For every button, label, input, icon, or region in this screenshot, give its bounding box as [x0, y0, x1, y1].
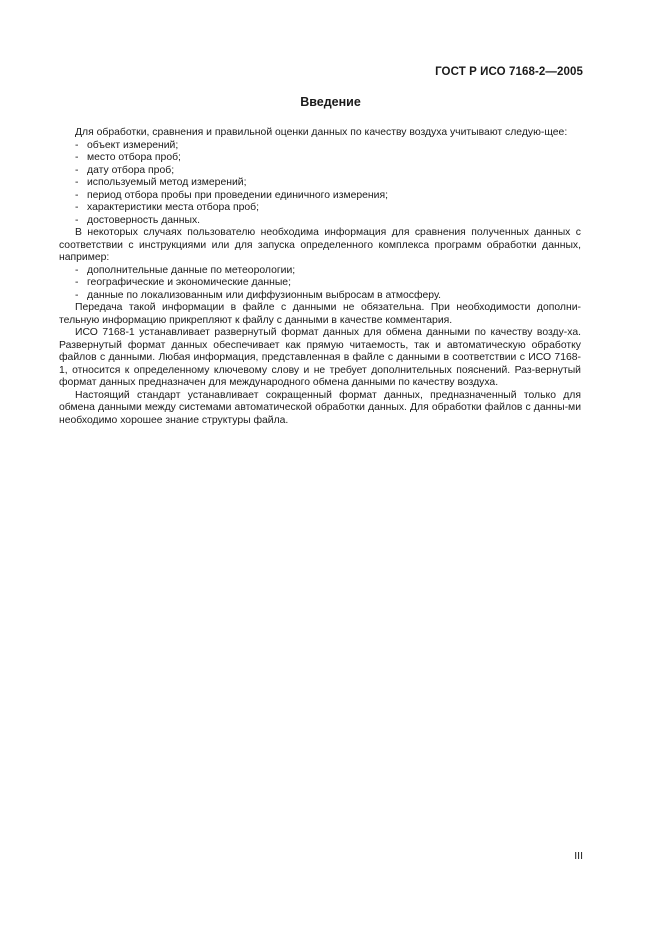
list-marker: - — [75, 202, 79, 213]
list-marker: - — [75, 277, 79, 288]
list-marker: - — [75, 289, 79, 301]
list-item — [59, 177, 581, 190]
list-item-text: место отбора проб; — [87, 152, 181, 163]
list-marker: - — [75, 164, 79, 176]
list-item-text: период отбора пробы при проведении единичного измерения; — [87, 189, 388, 201]
list-item-text: дополнительные данные по метеорологии; — [87, 264, 296, 276]
list-marker: - — [75, 177, 79, 188]
list-item — [59, 140, 581, 153]
list-marker: - — [75, 152, 79, 163]
document-code: ГОСТ Р ИСО 7168-2—2005 — [435, 66, 583, 78]
list-item — [59, 190, 581, 203]
list-marker: - — [75, 139, 79, 151]
list-item — [59, 215, 581, 228]
page-number: III — [574, 850, 583, 862]
list-item — [59, 277, 581, 290]
list-marker: - — [75, 264, 79, 276]
paragraph-iso-7168-1: ИСО 7168-1 устанавливает развернутый формат данных для обмена данными по качеству возду-ха. Развернутый формат данных обеспечивает как прямую читаемость, так и автоматическую обработку файлов с данными. Любая информация, представленная в файле с данными в соответствии с ИСО 7168-1, относится к определенному ключевому слову и не требует дополнительных пояснений. Раз-вернутый формат данных предназначен для международного обмена данными по качеству воздуха. — [59, 327, 581, 388]
list-item — [59, 165, 581, 178]
list-item-text: объект измерений; — [87, 139, 179, 151]
section-title: Введение — [300, 95, 361, 109]
paragraph-this-standard: Настоящий стандарт устанавливает сокращенный формат данных, предназначенный только для обмена данными между системами автоматической обработки данных. Для обработки файлов с данны-ми необходимо хорошее знание структуры файла. — [59, 389, 581, 426]
list-item-text: данные по локализованным или диффузионным выбросам в атмосферу. — [87, 289, 441, 301]
list-item-text: достоверность данных. — [87, 214, 201, 226]
list-item-text: используемый метод измерений; — [87, 177, 247, 188]
paragraph-additional-info: В некоторых случаях пользователю необходима информация для сравнения полученных данных с соответствии с инструкциями или для запуска определенного комплекса программ обработки данных, например: — [59, 227, 581, 263]
list-item-text: характеристики места отбора проб; — [87, 202, 260, 213]
list-item — [59, 290, 581, 303]
list-marker: - — [75, 189, 79, 201]
paragraph-transfer: Передача такой информации в файле с данными не обязательна. При необходимости дополни-тельную информацию прикрепляют к файлу с данными в качестве комментария. — [59, 302, 581, 326]
list-additional-info — [59, 265, 581, 303]
list-item-text: дату отбора проб; — [87, 164, 175, 176]
body-text — [59, 127, 581, 427]
list-item — [59, 202, 581, 215]
list-item — [59, 152, 581, 165]
list-data-attributes — [59, 140, 581, 228]
list-marker: - — [75, 214, 79, 226]
intro-paragraph: Для обработки, сравнения и правильной оценки данных по качеству воздуха учитывают следую-щее: — [75, 127, 568, 138]
list-item — [59, 265, 581, 278]
list-item-text: географические и экономические данные; — [87, 277, 291, 288]
